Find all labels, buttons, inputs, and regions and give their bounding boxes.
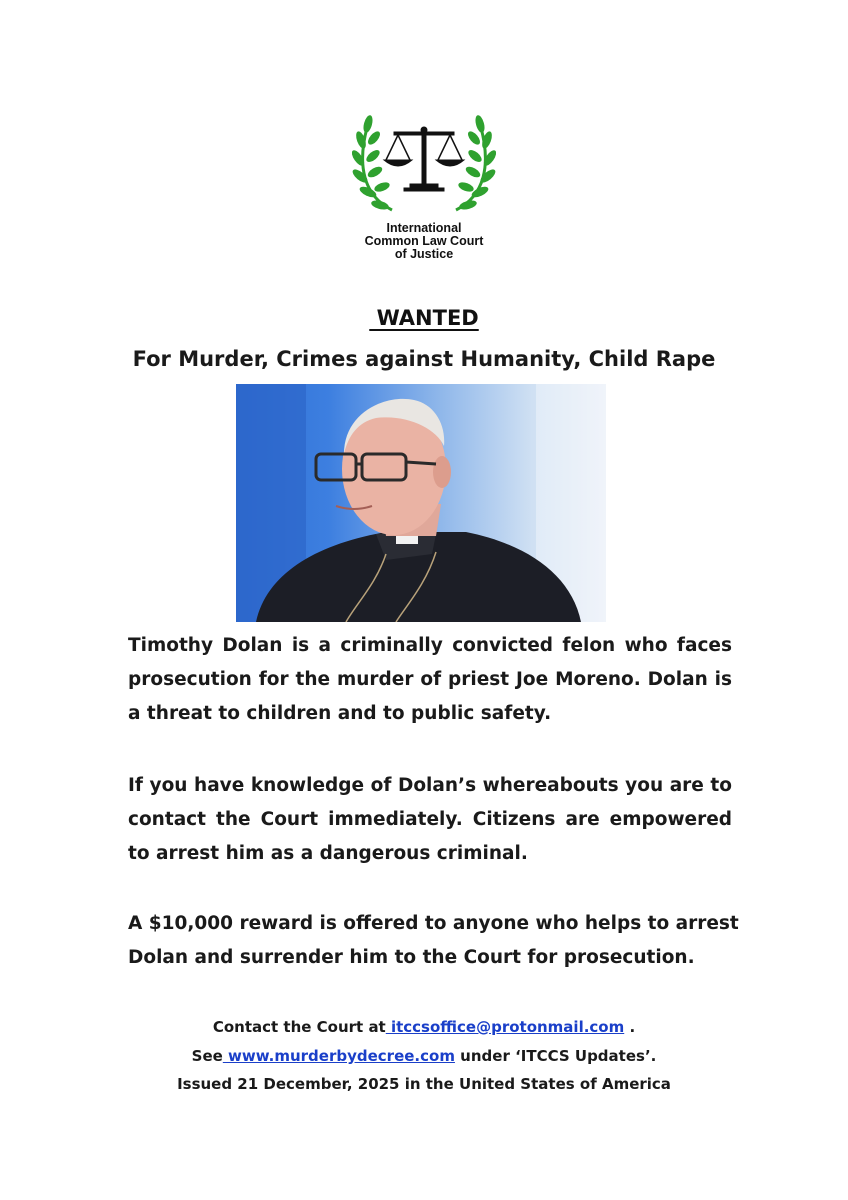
wanted-label: WANTED (369, 306, 479, 330)
paragraph-whereabouts: If you have knowledge of Dolan’s whereabouts you are to contact the Court immediately. Citizens are empowered to arrest him as a dangerous criminal. (128, 775, 732, 864)
court-name-line-1: International (386, 221, 462, 235)
issued-line: Issued 21 December, 2025 in the United States of America (177, 1075, 671, 1093)
suspect-photo (236, 384, 606, 622)
paragraph-conviction: Timothy Dolan is a criminally convicted felon who faces prosecution for the murder of priest Joe Moreno. Dolan is a threat to children and to public safety. (128, 635, 732, 724)
contact-line (0, 1013, 848, 1041)
court-name-line-2: Common Law Court (364, 234, 484, 248)
scales-of-justice-icon (352, 110, 496, 222)
portrait-figure (236, 384, 606, 622)
website-suffix: under ‘ITCCS Updates’. (454, 1047, 657, 1065)
wanted-heading (0, 304, 848, 332)
website-line (0, 1042, 848, 1070)
court-name-line-3: of Justice (394, 247, 454, 261)
court-logo (352, 110, 496, 260)
website-prefix: See (191, 1047, 223, 1065)
contact-suffix: . (624, 1018, 636, 1036)
court-name (352, 222, 496, 261)
website-link[interactable]: www.murderbydecree.com (222, 1047, 455, 1065)
contact-prefix: Contact the Court at (212, 1018, 386, 1036)
email-link[interactable]: itccsoffice@protonmail.com (385, 1018, 625, 1036)
charges-heading: For Murder, Crimes against Humanity, Child Rape (132, 347, 716, 371)
reward-line-2: Dolan and surrender him to the Court for prosecution. (128, 947, 695, 968)
reward-line-1: A $10,000 reward is offered to anyone who helps to arrest (128, 913, 739, 934)
paragraph-reward (128, 907, 739, 975)
